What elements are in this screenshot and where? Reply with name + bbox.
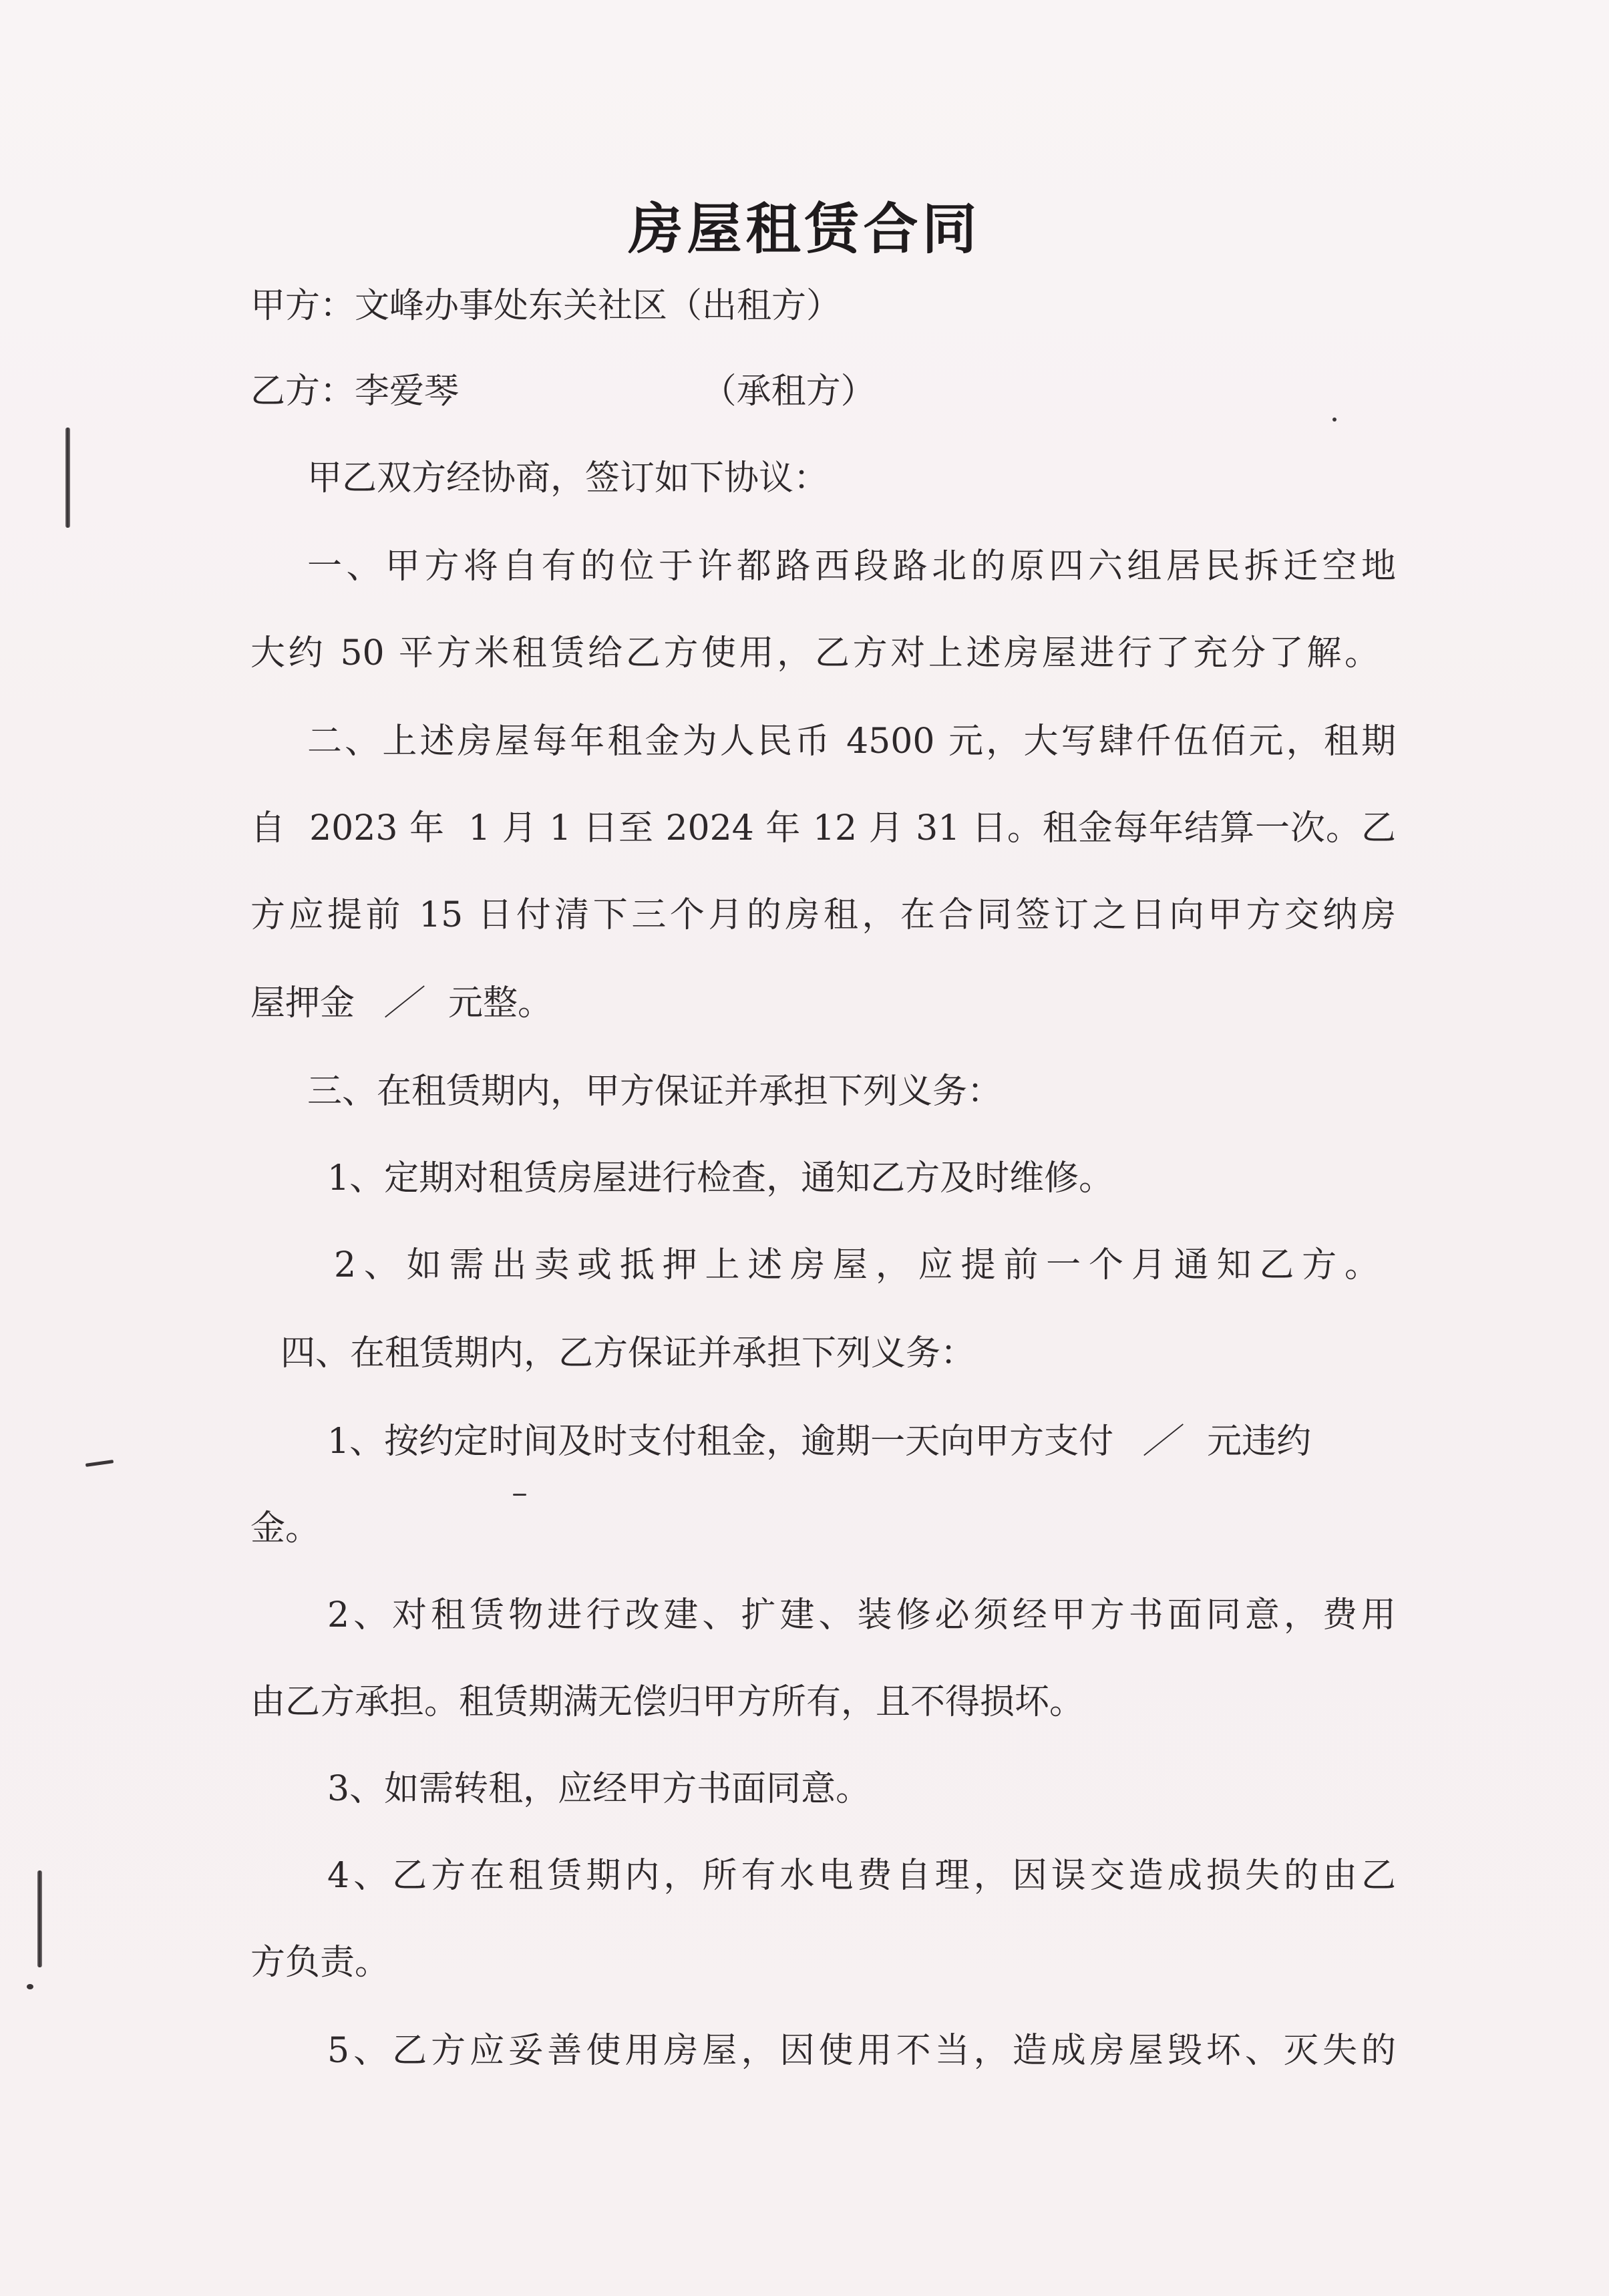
staple-bottom [37,1870,42,1967]
clause-4-item-1-line-1 [327,1422,1311,1462]
clause-1-line-1: 一、甲方将自有的位于许都路西段路北的原四六组居民拆迁空地 [307,546,1396,587]
clause-4-item-1-line-2: 金。 [250,1508,321,1548]
clause-4-item-2-line-1: 2、对租赁物进行改建、扩建、装修必须经甲方书面同意，费用 [327,1595,1396,1635]
clause-4-item-4-line-1: 4、乙方在租赁期内，所有水电费自理，因误交造成损失的由乙 [327,1856,1396,1896]
intro-line: 甲乙双方经协商，签订如下协议： [307,458,829,498]
clause-1-line-2: 大约 50 平方米租赁给乙方使用，乙方对上述房屋进行了充分了解。 [250,633,1379,673]
scan-mark [85,1460,114,1467]
party-b-line: 乙方：李爱琴 （承租方） [250,371,876,412]
clause-2-line-1: 二、上述房屋每年租金为人民币 4500 元，大写肆仟伍佰元，租期 [307,721,1396,762]
clause-3-item-2: 2、如需出卖或抵押上述房屋，应提前一个月通知乙方。 [334,1245,1379,1285]
staple-top [65,428,70,528]
document-title: 房屋租赁合同 [628,197,981,261]
party-a-line: 甲方：文峰办事处东关社区（出租方） [250,286,842,326]
deposit-label: 屋押金 [250,983,355,1023]
deposit-blank-slash: ／ [384,983,419,1023]
clause-4-item-4-line-2: 方负责。 [250,1943,390,1983]
penalty-blank-slash: ／ [1143,1422,1178,1462]
clause-4-heading: 四、在租赁期内，乙方保证并承担下列义务： [281,1333,976,1373]
clause-2-line-3: 方应提前 15 日付清下三个月的房租，在合同签订之日向甲方交纳房 [250,895,1396,935]
scan-mark [27,1984,33,1989]
clause-2-line-2: 自 2023 年 1 月 1 日至 2024 年 12 月 31 日。租金每年结算一次。乙 [250,808,1396,848]
scan-mark [1332,418,1336,422]
clause-4-item-2-line-2: 由乙方承担。租赁期满无偿归甲方所有，且不得损坏。 [250,1682,1085,1722]
clause-2-line-4 [250,983,552,1023]
scan-mark [513,1494,526,1496]
penalty-label: 1、按约定时间及时支付租金，逾期一天向甲方支付 [327,1422,1114,1462]
clause-4-item-5-line-1: 5、乙方应妥善使用房屋，因使用不当，造成房屋毁坏、灭失的 [327,2031,1396,2071]
clause-3-item-1: 1、定期对租赁房屋进行检查，通知乙方及时维修。 [327,1158,1114,1198]
clause-3-heading: 三、在租赁期内，甲方保证并承担下列义务： [307,1072,1003,1112]
penalty-unit: 元违约 [1207,1422,1312,1462]
deposit-unit: 元整。 [448,983,553,1023]
clause-4-item-3: 3、如需转租，应经甲方书面同意。 [327,1769,871,1809]
